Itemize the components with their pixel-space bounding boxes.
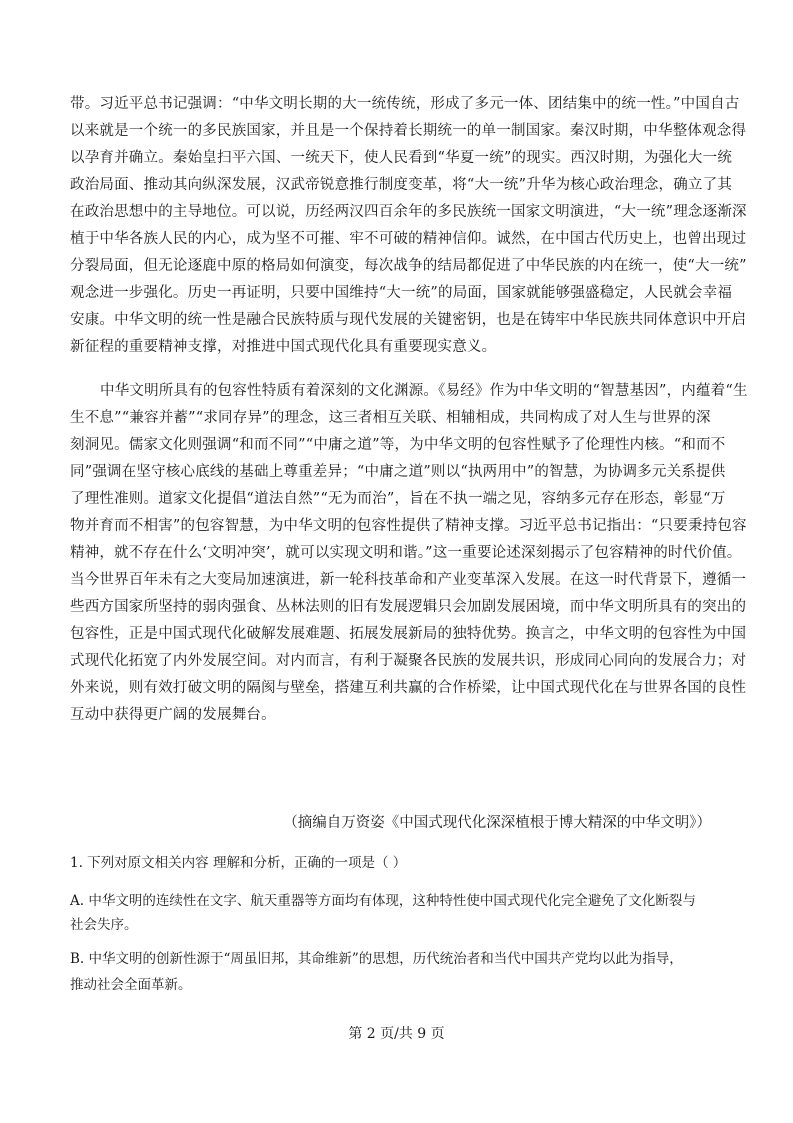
option-a-line: A. 中华文明的连续性在文字、航天重器等方面均有体现，这种特性使中国式现代化完全避免了文化断裂与 (70, 893, 696, 909)
passage-line: 以孕育并确立。秦始皇扫平六国、一统天下，使人民看到“华夏一统”的现实。西汉时期，为强化大一统 (70, 150, 733, 166)
passage-line: 政治局面、推动其向纵深发展，汉武帝锐意推行制度变革，将“大一统”升华为核心政治理念，确立了其 (70, 177, 733, 193)
passage-line: 分裂局面，但无论逐鹿中原的格局如何演变，每次战争的结局都促进了中华民族的内在统一，使“大一统” (70, 258, 747, 274)
passage-line: 互动中获得更广阔的发展舞台。 (70, 707, 276, 723)
passage-line: 同”强调在坚守核心底线的基础上尊重差异；“中庸之道”则以“执两用中”的智慧，为协调多元关系提供 (70, 464, 726, 480)
passage-line: 刻洞见。儒家文化则强调“和而不同”“中庸之道”等，为中华文明的包容性赋予了伦理性内核。“和而不 (70, 437, 726, 453)
passage-line: 包容性，正是中国式现代化破解发展难题、拓展发展新局的独特优势。换言之，中华文明的包容性为中国 (70, 626, 747, 642)
passage-line: 了理性准则。道家文化提倡“道法自然”“无为而治”，旨在不执一端之见，容纳多元存在形态，彰显“万 (70, 491, 726, 507)
passage-line: 式现代化拓宽了内外发展空间。对内而言，有利于凝聚各民族的发展共识，形成同心同向的发展合力；对 (70, 653, 747, 669)
option-b-line: 推动社会全面革新。 (70, 977, 192, 993)
passage-line: 物并育而不相害”的包容智慧，为中华文明的包容性提供了精神支撑。习近平总书记指出：“只要秉持包容 (70, 518, 747, 534)
source-citation: （摘编自万资姿《中国式现代化深深植根于博大精深的中华文明》） (283, 815, 711, 831)
passage-line: 植于中华各族人民的内心，成为坚不可摧、牢不可破的精神信仰。诚然，在中国古代历史上，也曾出现过 (70, 231, 747, 247)
passage-line: 些西方国家所坚持的弱肉强食、丛林法则的旧有发展逻辑只会加剧发展困境，而中华文明所具有的突出的 (70, 599, 747, 615)
passage-line: 以来就是一个统一的多民族国家，并且是一个保持着长期统一的单一制国家。秦汉时期，中华整体观念得 (70, 123, 747, 139)
passage-line: 精神，就不存在什么‘文明冲突’，就可以实现文明和谐。”这一重要论述深刻揭示了包容精神的时代价值。 (70, 545, 742, 561)
passage-line: 在政治思想中的主导地位。可以说，历经两汉四百余年的多民族统一国家文明演进，“大一统”理念逐渐深 (70, 204, 747, 220)
passage-line: 安康。中华文明的统一性是融合民族特质与现代发展的关键密钥，也是在铸牢中华民族共同体意识中开启 (70, 312, 747, 328)
passage-line: 观念进一步强化。历史一再证明，只要中国维持“大一统”的局面，国家就能够强盛稳定，人民就会幸福 (70, 285, 733, 301)
passage-line: 外来说，则有效打破文明的隔阂与壁垒，搭建互利共赢的合作桥梁，让中国式现代化在与世界各国的良性 (70, 680, 747, 696)
page-number: 第 2 页/共 9 页 (348, 1026, 445, 1042)
passage-line: 当今世界百年未有之大变局加速演进，新一轮科技革命和产业变革深入发展。在这一时代背景下，遵循一 (70, 572, 747, 588)
passage-line: 带。习近平总书记强调：“中华文明长期的大一统传统，形成了多元一体、团结集中的统一性。”中国自古 (70, 96, 740, 112)
option-a-line: 社会失序。 (70, 917, 138, 933)
passage-line: 生不息”“兼容并蓄”“求同存异”的理念，这三者相互关联、相辅相成，共同构成了对人生与世界的深 (70, 410, 711, 426)
question-stem: 1. 下列对原文相关内容 理解和分析，正确的一项是（ ） (70, 855, 407, 871)
passage-line: 中华文明所具有的包容性特质有着深刻的文化渊源。《易经》作为中华文明的“智慧基因”，内蕴着“生 (100, 383, 748, 399)
option-b-line: B. 中华文明的创新性源于“周虽旧邦，其命维新”的思想，历代统治者和当代中国共产党均以此为指导， (70, 951, 683, 967)
passage-line: 新征程的重要精神支撑，对推进中国式现代化具有重要现实意义。 (70, 339, 497, 355)
